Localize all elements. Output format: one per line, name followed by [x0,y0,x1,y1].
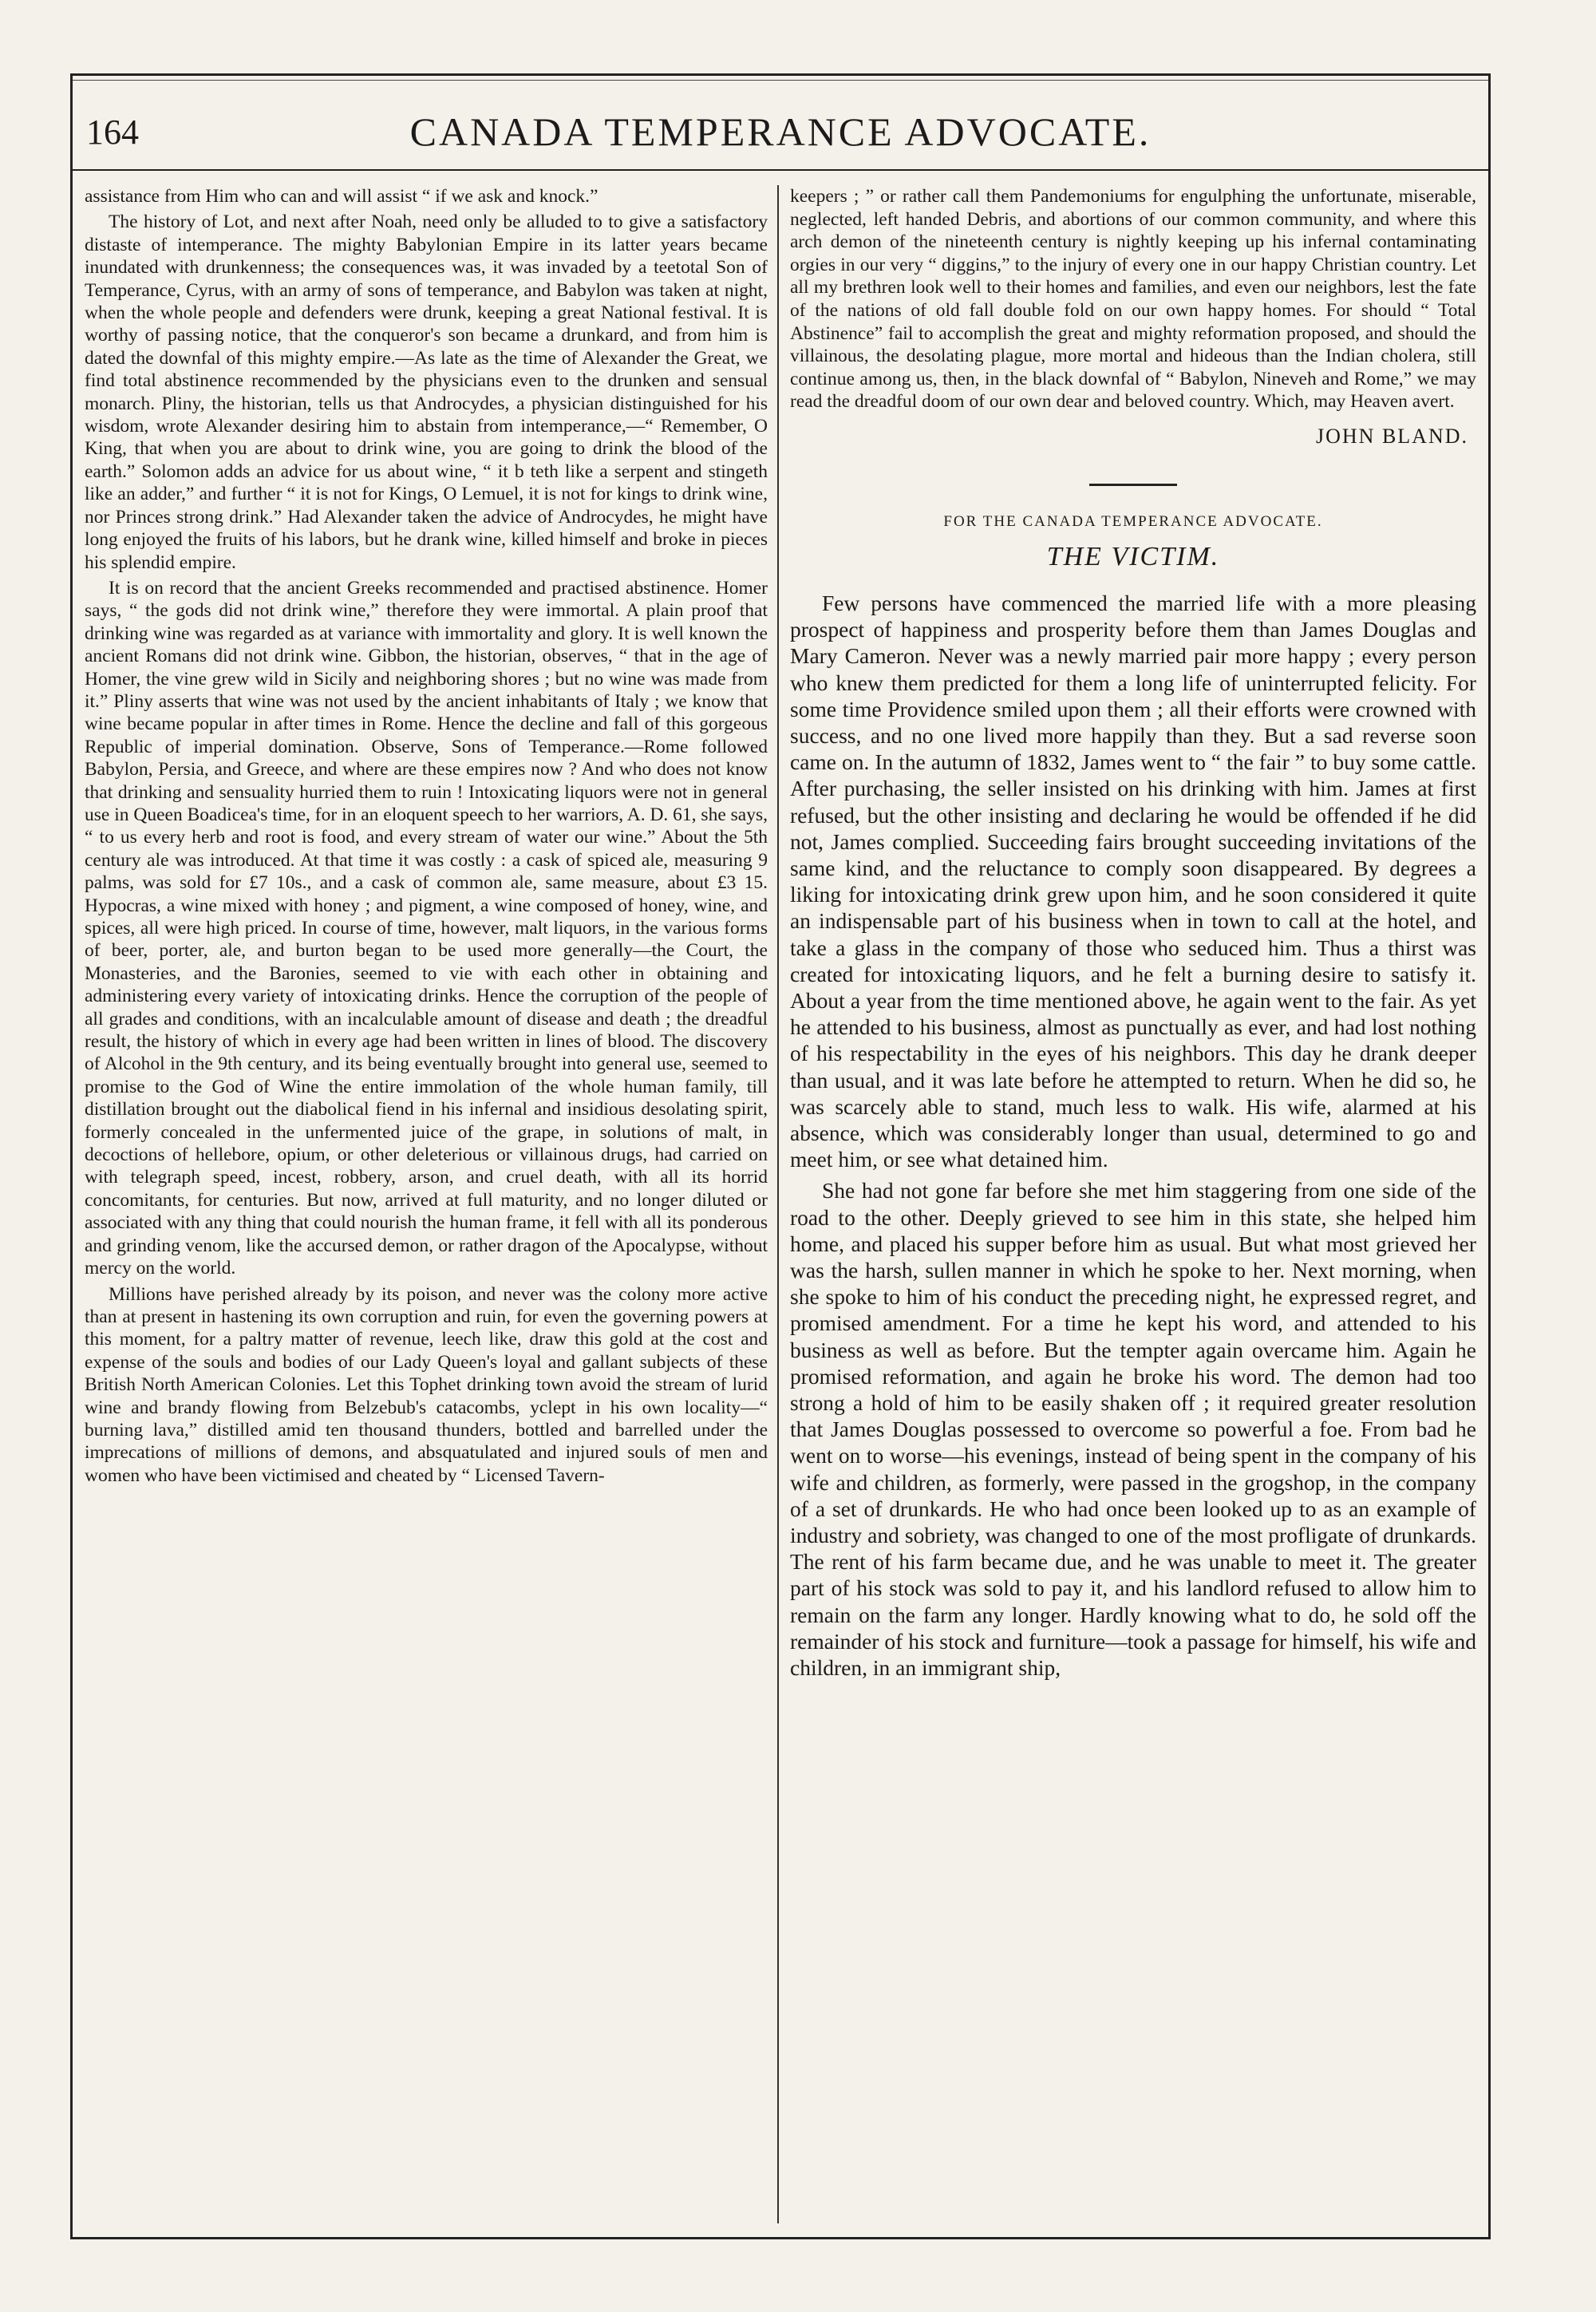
article-paragraph: assistance from Him who can and will assist “ if we ask and knock.” [85,186,598,207]
top-rule [70,73,1491,76]
top-rule-thin [70,80,1491,81]
page-header [70,97,1491,171]
author-signature: JOHN BLAND. [1316,424,1468,448]
column-divider [777,185,779,2223]
section-separator [1089,484,1177,486]
text-columns [70,185,1491,2223]
section-label: FOR THE CANADA TEMPERANCE ADVOCATE. [943,512,1323,530]
article-paragraph: The history of Lot, and next after Noah, need only be alluded to to give a satisfactory distaste of intemperance. The mighty Babylonian Empire in its latter years became inundated with drunkenness; the consequences was, it was invaded by a teetotal Son of Temperance, Cyrus, with an army of sons of temperance, and Babylon was taken at night, when the whole people and defenders were drunk, keeping a great National festival. It is worthy of passing notice, that the conqueror's son became a drunkard, and from him is dated the downfal of this mighty empire.—As late as the time of Alexander the Great, we find total abstinence recommended by the physicians even to the drunken and sensual monarch. Pliny, the historian, tells us that Androcydes, a physician distinguished for his wisdom, wrote Alexander desiring him to abstain from intemperance,—“ Remember, O King, that when you are about to drink wine, you are going to drink the blood of the earth.” Solomon adds an advice for us about wine, “ it b teth like a serpent and stingeth like an adder,” and further “ it is not for Kings, O Lemuel, it is not for kings to drink wine, nor Princes strong drink.” Had Alexander taken the advice of Androcydes, he might have long enjoyed the fruits of his labors, but he drank wine, killed himself and broke in pieces his splendid empire. [85,211,768,573]
article-paragraph: Millions have perished already by its poison, and never was the colony more active than at present in hastening its own corruption and ruin, for even the governing powers at this moment, for a paltry matter of revenue, leech like, draw this gold at the cost and expense of the souls and bodies of our Lady Queen's loyal and gallant subjects of these British North American Colonies. Let this Tophet drinking town avoid the stream of lurid wine and brandy flowing from Belzebub's catacombs, yclept in his own locality—“ burning lava,” distilled amid ten thousand thunders, bottled and barrelled under the imprecations of millions of demons, and absquatulated and injured souls of men and women who have been victimised and cheated by “ Licensed Tavern- [85,1283,768,1486]
story-title: THE VICTIM. [1046,541,1220,571]
story-paragraph: She had not gone far before she met him staggering from one side of the road to the other. Deeply grieved to see him in this state, she helped him home, and placed his supper before him as usual. But what most grieved her was the harsh, sullen manner in which he spoke to her. Next morning, when she spoke to him of his conduct the preceding night, he expressed regret, and promised amendment. For a time he kept his word, and attended to his business as well as before. But the tempter again overcame him. Again he promised reformation, and again he broke his word. The demon had too strong a hold of him to be easily shaken off ; it required greater resolution that James Douglas possessed to overcome so powerful a foe. From bad he went on to worse—his evenings, instead of being spent in the company of his wife and children, as formerly, were passed in the grogshop, in the company of a set of drunkards. He who had once been looked up to as an example of industry and sobriety, was changed to one of the most profligate of drunkards. The rent of his farm became due, and he was unable to meet it. The greater part of his stock was sold to pay it, and his landlord refused to allow him to remain on the farm any longer. Hardly knowing what to do, he sold off the remainder of his stock and furniture—took a passage for himself, his wife and children, in an immigrant ship, [790,1178,1476,1681]
article-continuation: keepers ; ” or rather call them Pandemoniums for engulphing the unfortunate, miserable, neglected, left handed Debris, and abortions of our common community, and where this arch demon of the nineteenth century is nightly keeping up his infernal contaminating orgies in our very “ diggins,” to the injury of every one in our happy Christian country. Let all my brethren look well to their homes and families, and even our neighbors, lest the fate of the nations of old fall double fold on our own happy homes. For should “ Total Abstinence” fail to accomplish the great and mighty reformation proposed, and should the villainous, the desolating plague, more mortal and hideous than the Indian cholera, still continue among us, then, in the black downfal of “ Babylon, Nineveh and Rome,” we may read the dreadful doom of our own dear and beloved country. Which, may Heaven avert. [790,186,1476,413]
story-paragraph: Few persons have commenced the married life with a more pleasing prospect of happiness and prosperity before them than James Douglas and Mary Cameron. Never was a newly married pair more happy ; every person who knew them predicted for them a long life of uninterrupted felicity. For some time Providence smiled upon them ; all their efforts were crowned with success, and no one lived more happily than they. But a sad reverse soon came on. In the autumn of 1832, James went to “ the fair ” to buy some cattle. After purchasing, the seller insisted on his drinking with him. James at first refused, but the other insisting and declaring he would be offended if he did not, James complied. Succeeding fairs brought succeeding invitations of the same kind, and the reluctance to comply soon disappeared. By degrees a liking for intoxicating drink grew upon him, and he soon considered it quite an indispensable part of his business when in town to call at the hotel, and take a glass in the company of those who seduced him. Thus a thirst was created for intoxicating liquors, and he felt a burning desire to satisfy it. About a year from the time mentioned above, he again went to the fair. As yet he attended to his business, almost as punctually as ever, and had lost nothing of his respectability in the eyes of his neighbors. This day he drank deeper than usual, and it was late before he attempted to return. When he did so, he was scarcely able to stand, much less to walk. His wife, alarmed at his absence, which was considerably longer than usual, determined to go and meet him, or see what detained him. [790,590,1476,1172]
newspaper-page [70,73,1491,2239]
right-column [790,185,1476,2223]
masthead-title: CANADA TEMPERANCE ADVOCATE. [409,109,1152,154]
left-column [85,185,768,2223]
bottom-rule [70,2237,1491,2239]
article-paragraph: It is on record that the ancient Greeks recommended and practised abstinence. Homer says, “ the gods did not drink wine,” therefore they were immortal. A plain proof that drinking wine was regarded as at variance with immortality and glory. It is well known the ancient Romans did not drink wine. Gibbon, the historian, observes, “ that in the age of Homer, the vine grew wild in Sicily and neighboring shores ; but no wine was made from it.” Pliny asserts that wine was not used by the ancient inhabitants of Italy ; we know that wine became popular in after times in Rome. Hence the decline and fall of this gorgeous Republic of imperial domination. Observe, Sons of Temperance.—Rome followed Babylon, Persia, and Greece, and where are these empires now ? And who does not know that drinking and sensuality hurried them to ruin ! Intoxicating liquors were not in general use in Queen Boadicea's time, for in an eloquent speech to her warriors, A. D. 61, she says, “ to us every herb and root is food, and every stream of water our wine.” About the 5th century ale was introduced. At that time it was costly : a cask of spiced ale, measuring 9 palms, was sold for £7 10s., and a cask of common ale, same measure, about £3 15. Hypocras, a wine mixed with honey ; and pigment, a wine composed of honey, wine, and spices, all were high priced. In course of time, however, malt liquors, in the various forms of beer, porter, ale, and burton began to be used more generally—the Court, the Monasteries, and the Baronies, seemed to vie with each other in obtaining and administering every variety of intoxicating drinks. Hence the corruption of the people of all grades and conditions, with an incalculable amount of disease and death ; the dreadful result, the history of which in every age had been written in lines of blood. The discovery of Alcohol in the 9th century, and its being eventually brought into general use, seemed to promise to the God of Wine the entire immolation of the whole human family, till distillation brought out the diabolical fiend in his infernal and insidious desolating spirit, formerly concealed in the unfermented juice of the grape, in solutions of malt, in decoctions of hellebore, opium, or other deleterious or villainous drugs, had carried on with telegraph speed, incest, robbery, arson, and cruel death, with all its horrid concomitants, for centuries. But now, arrived at full maturity, and no longer diluted or associated with any thing that could nourish the human frame, it fell with all its ponderous and grinding venom, like the accursed demon, or rather dragon of the Apocalypse, without mercy on the world. [85,577,768,1279]
page-number: 164 [86,113,139,152]
